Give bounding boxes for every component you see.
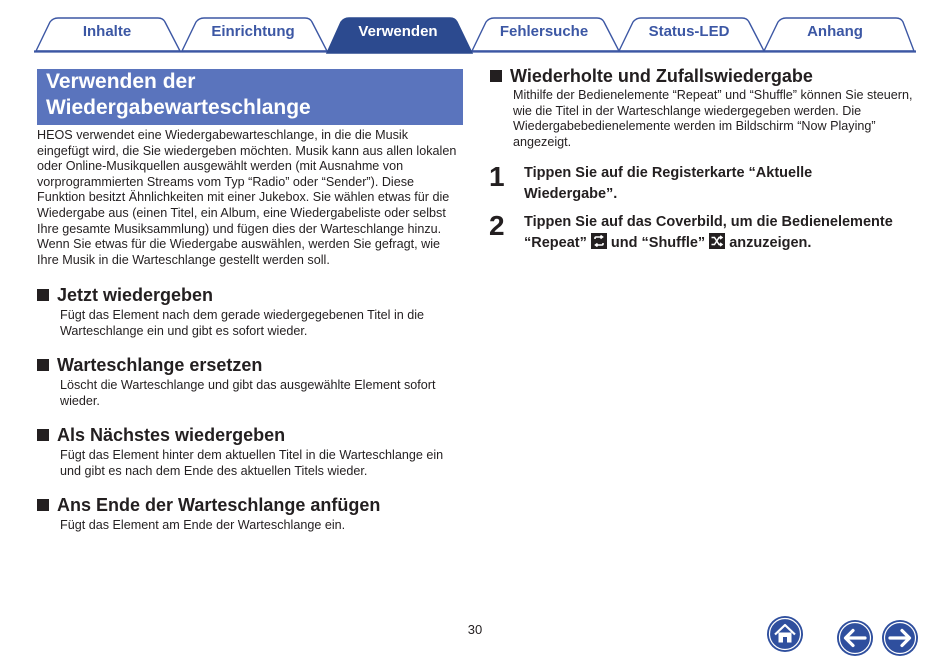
section-heading-text: Als Nächstes wiedergeben xyxy=(57,425,286,445)
section-heading-als-naechstes xyxy=(37,424,285,446)
section-heading-text: Warteschlange ersetzen xyxy=(57,355,263,375)
home-icon xyxy=(766,615,804,653)
arrow-left-icon xyxy=(836,619,874,657)
bullet-square-icon xyxy=(37,289,49,301)
section-heading-ans-ende xyxy=(37,494,380,516)
section-heading-text: Ans Ende der Warteschlange anfügen xyxy=(57,495,381,515)
tab-status-led[interactable]: Status-LED xyxy=(648,23,730,40)
section-body-warteschlange-ersetzen: Löscht die Warteschlange und gibt das ausgewählte Element sofort wieder. xyxy=(60,378,436,408)
step-text-2-part-2: und “Shuffle” xyxy=(610,235,706,251)
tab-inhalte[interactable]: Inhalte xyxy=(82,23,132,40)
tab-verwenden[interactable]: Verwenden xyxy=(358,23,438,40)
arrow-right-icon xyxy=(881,619,919,657)
repeat-icon xyxy=(591,233,607,249)
step-text-2 xyxy=(524,212,919,254)
section-heading-warteschlange-ersetzen xyxy=(37,354,262,376)
section-heading-jetzt-wiedergeben xyxy=(37,284,213,306)
section-heading-wiederholte-zufallswiedergabe xyxy=(490,65,813,87)
page-number: 30 xyxy=(467,622,483,637)
section-body-jetzt-wiedergeben: Fügt das Element nach dem gerade wiedergegebenen Titel in die Warteschlange ein und gibt es sofort wieder. xyxy=(60,308,425,338)
section-body-ans-ende: Fügt das Element am Ende der Warteschlange ein. xyxy=(60,518,346,532)
bullet-square-icon xyxy=(37,429,49,441)
section-heading-text: Wiederholte und Zufallswiedergabe xyxy=(510,66,813,86)
step-number-1: 1 xyxy=(489,161,505,192)
shuffle-icon xyxy=(709,233,725,249)
back-button[interactable] xyxy=(836,619,874,662)
step-text-2-part-1: Tippen Sie auf das Coverbild, um die Bedienelemente “Repeat” xyxy=(524,214,893,251)
bullet-square-icon xyxy=(37,499,49,511)
tab-fehlersuche[interactable]: Fehlersuche xyxy=(499,23,589,40)
section-heading-text: Jetzt wiedergeben xyxy=(57,285,214,305)
section-body-wiederholte-zufallswiedergabe: Mithilfe der Bedienelemente “Repeat” und “Shuffle” können Sie steuern, wie die Titel in der Warteschlange wiedergegeben werden. Die Wiedergabebedienelemente werden im Bildschirm “Now Playing” angezeigt. xyxy=(513,88,913,149)
home-button[interactable] xyxy=(766,615,804,658)
section-body-als-naechstes: Fügt das Element hinter dem aktuellen Titel in die Warteschlange ein und gibt es nach dem Ende des aktuellen Titels wieder. xyxy=(60,448,444,478)
tab-bar xyxy=(0,0,950,56)
intro-paragraph: HEOS verwendet eine Wiedergabewarteschlange, in die die Musik eingefügt wird, die Sie wiedergeben möchten. Musik kann aus allen lokalen oder Online-Musikquellen ausgewählt werden (mit Ausnahme von vorprogrammierten Streams vom Typ “Radio” oder “Sender”). Diese Funktion besitzt Ähnlichkeiten mit einer Jukebox. Sie wählen etwas für die Wiedergabe aus (einen Titel, ein Album, eine Wiedergabeliste oder selbst Ihre gesamte Musiksammlung) und fügen dies der Warteschlange hinzu. Wenn Sie etwas für die Wiedergabe auswählen, werden Sie gefragt, wie Ihre Musik in die Warteschlange gestellt werden soll. xyxy=(37,128,457,267)
forward-button[interactable] xyxy=(881,619,919,662)
page-title-line-2: Wiedergabewarteschlange xyxy=(46,96,311,119)
tab-anhang[interactable]: Anhang xyxy=(807,23,863,40)
bullet-square-icon xyxy=(37,359,49,371)
step-text-2-part-3: anzuzeigen. xyxy=(729,235,812,251)
page-title-banner xyxy=(37,69,463,125)
step-text-1: Tippen Sie auf die Registerkarte “Aktuelle Wiedergabe”. xyxy=(524,165,813,202)
page-title-line-1: Verwenden der xyxy=(46,70,196,93)
bullet-square-icon xyxy=(490,70,502,82)
step-number-2: 2 xyxy=(489,210,505,241)
tab-einrichtung[interactable]: Einrichtung xyxy=(211,23,295,40)
